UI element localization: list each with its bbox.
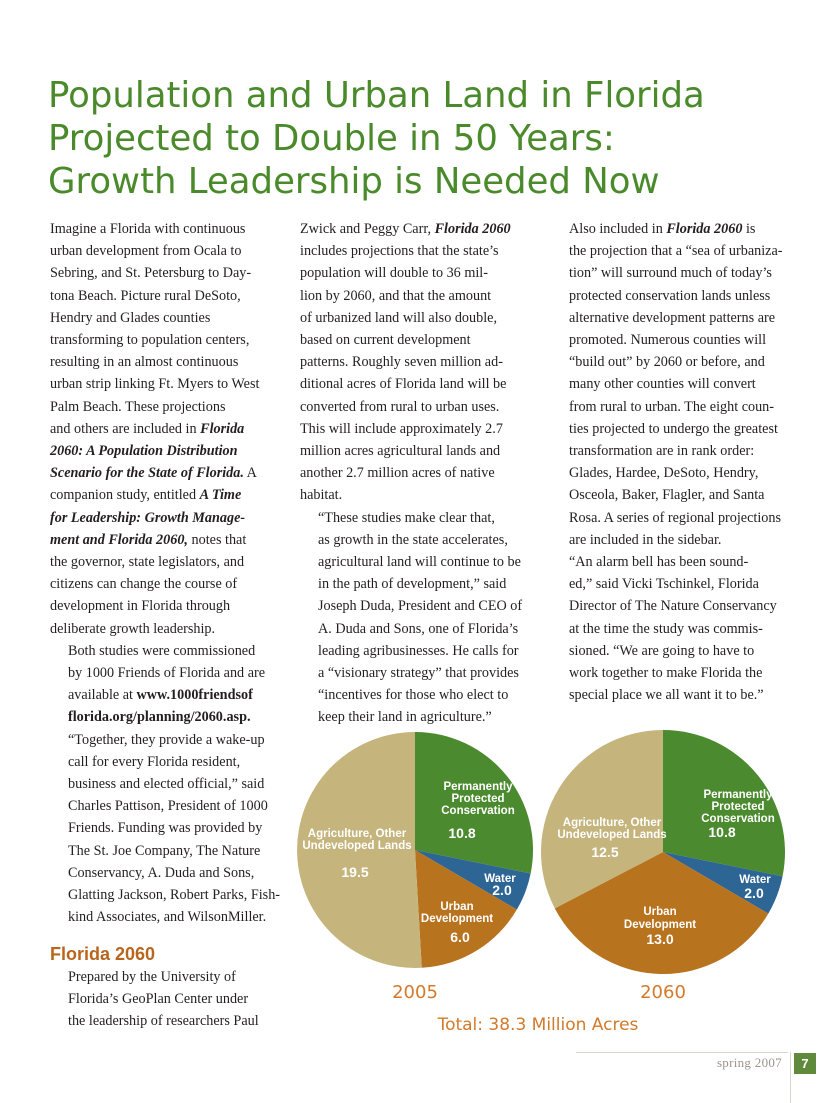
text-line: tion” will surround much of today’s: [569, 265, 772, 282]
text-line: Imagine a Florida with continuous: [50, 221, 246, 237]
text-line: lion by 2060, and that the amount: [300, 287, 492, 304]
text-line: promoted. Numerous counties will: [569, 332, 767, 349]
slice-label: Conservation: [701, 813, 775, 825]
text-line: “An alarm bell has been sound-: [569, 554, 749, 571]
text-line: A. Duda and Sons, one of Florida’s: [318, 620, 519, 637]
text-line: Conservancy, A. Duda and Sons,: [68, 864, 255, 881]
text-line: deliberate growth leadership.: [50, 620, 216, 637]
text-line: kind Associates, and WilsonMiller.: [68, 909, 267, 926]
text-line: of urbanized land will also double,: [300, 309, 497, 326]
land-use-pie-charts: [290, 730, 790, 1040]
text-line: call for every Florida resident,: [68, 753, 241, 770]
text-line: in the path of development,” said: [318, 576, 507, 593]
text-line: Zwick and Peggy Carr, Florida 2060: [300, 221, 511, 237]
text-line: based on current development: [300, 332, 471, 349]
text-line: a “visionary strategy” that provides: [318, 665, 519, 682]
text-line: many other counties will convert: [569, 376, 756, 393]
slice-label: Undeveloped Lands: [302, 840, 412, 852]
text-line: Sebring, and St. Petersburg to Day-: [50, 265, 252, 282]
slice-label: Protected: [711, 801, 765, 813]
charts-caption: Total: 38.3 Million Acres: [437, 1015, 639, 1035]
headline-line: Growth Leadership is Needed Now: [48, 161, 660, 202]
text-line: This will include approximately 2.7: [300, 420, 503, 437]
slice-label: Protected: [451, 793, 505, 805]
text-line: urban strip linking Ft. Myers to West: [50, 376, 260, 393]
pie-title: 2005: [392, 982, 438, 1003]
page-number: 7: [794, 1053, 816, 1074]
text-line: million acres agricultural lands and: [300, 443, 501, 460]
pie-chart-2060: [541, 730, 785, 974]
text-line: patterns. Roughly seven million ad-: [300, 354, 503, 371]
text-line: available at www.1000friendsof: [68, 687, 253, 704]
text-line: the projection that a “sea of urbaniza-: [569, 243, 783, 260]
text-line: habitat.: [300, 487, 343, 504]
article-headline: [48, 74, 828, 203]
slice-label: Water: [739, 874, 771, 886]
paragraph: [50, 966, 280, 1033]
text-line: Scenario for the State of Florida. A: [50, 465, 257, 482]
text-line: for Leadership: Growth Manage-: [50, 509, 246, 526]
slice-value: 10.8: [708, 824, 736, 840]
article-column-1: [50, 218, 280, 1032]
text-line: business and elected official,” said: [68, 776, 265, 793]
issue-label: spring 2007: [716, 1055, 782, 1070]
text-line: Osceola, Baker, Flagler, and Santa: [569, 487, 765, 504]
text-line: development in Florida through: [50, 598, 231, 615]
slice-label: Conservation: [441, 805, 515, 817]
text-line: as growth in the state accelerates,: [318, 531, 508, 548]
slice-label: Undeveloped Lands: [557, 829, 667, 841]
slice-label: Urban: [643, 906, 677, 918]
text-line: by 1000 Friends of Florida and are: [68, 665, 266, 682]
text-line: citizens can change the course of: [50, 576, 238, 593]
text-line: tona Beach. Picture rural DeSoto,: [50, 287, 241, 304]
paragraph: [551, 218, 786, 551]
text-line: another 2.7 million acres of native: [300, 465, 495, 482]
text-line: alternative development patterns are: [569, 309, 776, 326]
paragraph: [300, 218, 530, 507]
slice-label: Agriculture, Other: [307, 828, 407, 840]
text-line: keep their land in agriculture.”: [318, 709, 492, 726]
text-line: converted from rural to urban uses.: [300, 398, 500, 415]
slice-label: Urban: [440, 901, 474, 913]
text-line: sioned. “We are going to have to: [569, 642, 755, 659]
text-line: ment and Florida 2060, notes that: [50, 531, 247, 548]
slice-label: Permanently: [443, 781, 513, 793]
text-line: transforming to population centers,: [50, 332, 250, 349]
text-line: Director of The Nature Conservancy: [569, 598, 777, 615]
footer-rule: [576, 1052, 788, 1053]
text-line: ed,” said Vicki Tschinkel, Florida: [569, 576, 759, 593]
text-line: transformation are in rank order:: [569, 443, 755, 460]
slice-value: 13.0: [646, 931, 674, 947]
text-line: leading agribusinesses. He calls for: [318, 642, 519, 659]
sidebar-heading: Florida 2060: [50, 943, 156, 964]
text-line: companion study, entitled A Time: [50, 487, 242, 504]
text-line: 2060: A Population Distribution: [50, 443, 238, 460]
text-line: Both studies were commissioned: [68, 642, 256, 659]
slice-label: Agriculture, Other: [562, 817, 662, 829]
text-line: Prepared by the University of: [68, 968, 236, 985]
text-line: Florida’s GeoPlan Center under: [68, 990, 249, 1007]
paragraph: [551, 551, 786, 706]
text-line: Glades, Hardee, DeSoto, Hendry,: [569, 465, 759, 482]
text-line: agricultural land will continue to be: [318, 554, 521, 571]
text-line: Joseph Duda, President and CEO of: [318, 598, 523, 615]
text-line: special place we all want it to be.”: [569, 687, 764, 704]
footer-divider: [790, 1052, 791, 1103]
slice-label: Permanently: [703, 789, 773, 801]
text-line: and others are included in Florida: [50, 420, 245, 437]
article-column-3: [551, 218, 786, 706]
pie-chart-2005: [297, 732, 533, 968]
slice-label: Development: [623, 919, 697, 931]
paragraph: [50, 218, 280, 640]
article-column-2: [300, 218, 530, 729]
text-line: the leadership of researchers Paul: [68, 1012, 259, 1029]
text-line: protected conservation lands unless: [569, 287, 771, 304]
text-line: “build out” by 2060 or before, and: [569, 354, 765, 371]
text-line: the governor, state legislators, and: [50, 554, 245, 571]
slice-value: 12.5: [591, 844, 619, 860]
slice-label: Water: [484, 873, 516, 885]
text-line: ditional acres of Florida land will be: [300, 376, 507, 393]
slice-label: Development: [420, 913, 494, 925]
text-line: “Together, they provide a wake-up: [68, 731, 265, 748]
text-line: population will double to 36 mil-: [300, 265, 488, 282]
paragraph: [50, 640, 280, 929]
text-line: Charles Pattison, President of 1000: [68, 798, 268, 815]
text-line: Glatting Jackson, Robert Parks, Fish-: [68, 887, 281, 904]
text-line: from rural to urban. The eight coun-: [569, 398, 774, 415]
text-line: at the time the study was commis-: [569, 620, 763, 637]
slice-value: 19.5: [341, 864, 369, 880]
text-line: Hendry and Glades counties: [50, 309, 211, 326]
slice-value: 2.0: [492, 882, 512, 898]
text-line: Friends. Funding was provided by: [68, 820, 263, 837]
text-line: Rosa. A series of regional projections: [569, 509, 781, 526]
text-line: are included in the sidebar.: [569, 531, 722, 548]
text-line: “incentives for those who elect to: [318, 687, 509, 704]
text-line: includes projections that the state’s: [300, 243, 499, 260]
text-line: urban development from Ocala to: [50, 243, 242, 260]
slice-value: 10.8: [448, 825, 476, 841]
text-line: Also included in Florida 2060 is: [569, 221, 756, 237]
slice-value: 6.0: [450, 929, 470, 945]
text-line: ties projected to undergo the greatest: [569, 420, 778, 437]
text-line: resulting in an almost continuous: [50, 354, 239, 371]
text-line: Palm Beach. These projections: [50, 398, 226, 415]
slice-value: 2.0: [744, 885, 764, 901]
pie-title: 2060: [640, 982, 686, 1003]
text-line: “These studies make clear that,: [318, 509, 495, 526]
text-line: florida.org/planning/2060.asp.: [68, 709, 251, 726]
text-line: work together to make Florida the: [569, 665, 763, 682]
headline-line: Projected to Double in 50 Years:: [48, 118, 615, 159]
headline-line: Population and Urban Land in Florida: [48, 75, 705, 116]
text-line: The St. Joe Company, The Nature: [68, 842, 261, 859]
paragraph: [300, 507, 530, 729]
